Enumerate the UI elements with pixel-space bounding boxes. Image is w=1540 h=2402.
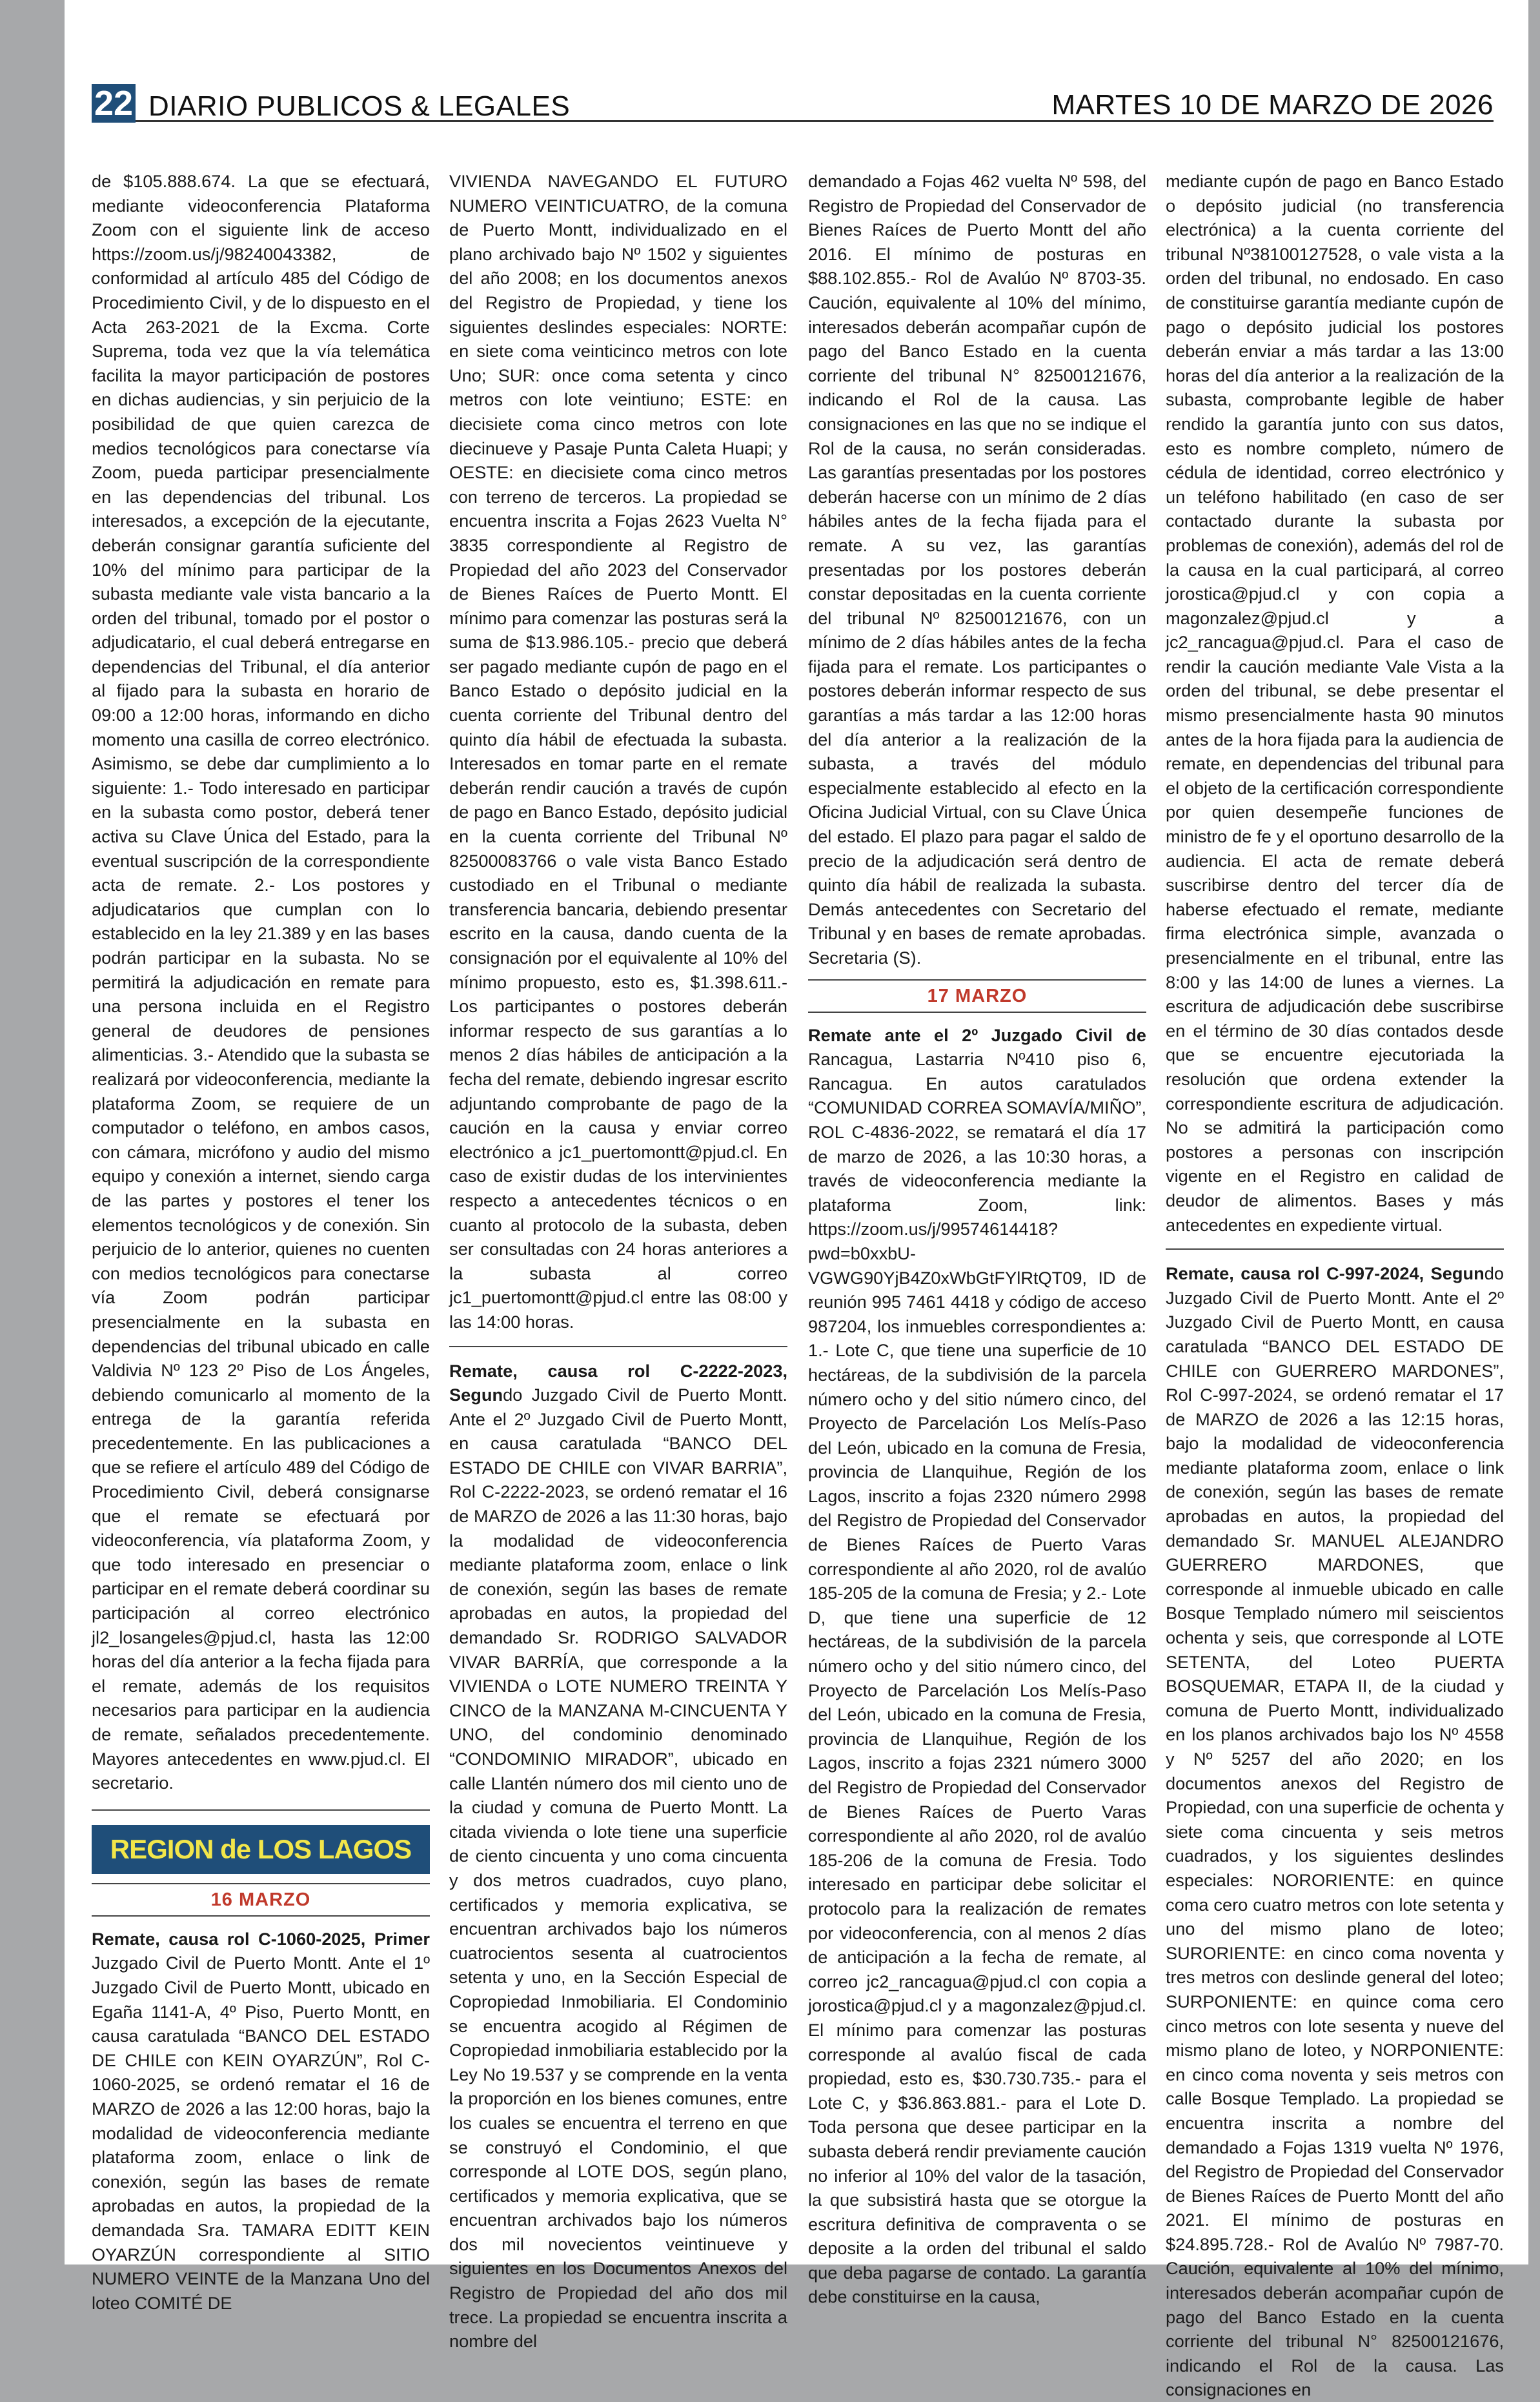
date-heading [92, 1883, 430, 1917]
notice-text: mediante cupón de pago en Banco Estado o depósito judicial (no transferencia electrónica) a la cuenta corriente del tribunal Nº38100127528, o vale vista a la orden del tribunal, no endosado. En caso de constituirse garantía mediante cupón de pago o depósito judicial los postores deberán enviar a más tardar a las 13:00 horas del día anterior a la realización de la subasta, comprobante legible de haber rendido la garantía junto con sus datos, esto es nombre completo, número de cédula de identidad, correo electrónico y un teléfono habilitado (en caso de ser contactado durante la subasta por problemas de conexión), además del rol de la causa en la cual participará, al correo jorostica@pjud.cl y con copia a magonzalez@pjud.cl y a jc2_rancagua@pjud.cl. Para el caso de rendir la caución mediante Vale Vista a la orden del tribunal, se debe presentar el mismo presencialmente hasta 90 minutos antes de la hora fijada para la audiencia de remate, en dependencias del tribunal para el objeto de la certificación correspondiente por quien desempeñe funciones de ministro de fe y el oportuno desarrollo de la audiencia. El acta de remate deberá suscribirse dentro del tercer día de haberse efectuado el remate, mediante firma electrónica simple, avanzada o presencialmente en el tribunal, entre las 8:00 y las 14:00 de lunes a viernes. La escritura de adjudicación debe suscribirse en el término de 30 días contados desde que se encuentre ejecutoriada la resolución que ordena extender la correspondiente escritura de adjudicación. No se admitirá la participación como postores a personas con inscripción vigente en el Registro en calidad de deudor de alimentos. Bases y más antecedentes en expediente virtual. [1166, 171, 1504, 1235]
divider [1166, 1248, 1504, 1250]
notice-heading: Remate ante el 2º Juzgado Civil de [808, 1024, 1146, 1045]
notice-text [92, 1927, 430, 2315]
notice-body: Juzgado Civil de Puerto Montt. Ante el 1º Juzgado Civil de Puerto Montt, ubicado en Egaña 1141-A, 4º Piso, Puerto Montt, en causa caratulada “BANCO DEL ESTADO DE CHILE con KEIN OYARZÚN”, Rol C-1060-2025, se ordenó rematar el 16 de MARZO de 2026 a las 12:00 horas, bajo la modalidad de videoconferencia mediante plataforma zoom, enlace o link de conexión, según las bases de remate aprobadas en autos, la propiedad de la demandada Sra. TAMARA EDITT KEIN OYARZÚN correspondiente al SITIO NUMERO VEINTE de la Manzana Uno del loteo COMITÉ DE [92, 1953, 430, 2313]
date-heading [808, 979, 1146, 1013]
column-1 [92, 169, 430, 2313]
column-4 [1166, 169, 1504, 2400]
column-2 [449, 169, 787, 2352]
publication-date: MARTES 10 DE MARZO DE 2026 [1051, 89, 1494, 121]
date-heading-text: 16 MARZO [210, 1889, 311, 1910]
column-3 [808, 169, 1146, 2307]
notice-heading: Remate, causa rol C-997-2024, Segun [1166, 1263, 1484, 1284]
region-banner: REGION de LOS LAGOS [92, 1825, 430, 1874]
notice-text [1166, 1261, 1504, 2402]
divider [92, 1809, 430, 1811]
page-header [92, 81, 1494, 122]
notice-text: VIVIENDA NAVEGANDO EL FUTURO NUMERO VEINTICUATRO, de la comuna de Puerto Montt, individualizado en el plano archivado bajo Nº 1502 y siguientes del año 2008; en los documentos anexos del Registro de Propiedad, y tiene los siguientes deslindes especiales: NORTE: en siete coma veinticinco metros con lote Uno; SUR: once coma setenta y cinco metros con lote veintiuno; ESTE: en diecisiete coma cinco metros con lote diecinueve y Pasaje Punta Caleta Huapi; y OESTE: en diecisiete coma cinco metros con terreno de terceros. La propiedad se encuentra inscrita a Fojas 2623 Vuelta N° 3835 correspondiente al Registro de Propiedad del año 2023 del Conservador de Bienes Raíces de Puerto Montt. El mínimo para comenzar las posturas será la suma de $13.986.105.- precio que deberá ser pagado mediante cupón de pago en el Banco Estado o depósito judicial en la cuenta corriente del Tribunal dentro del quinto día hábil de efectuada la subasta. Interesados en tomar parte en el remate deberán rendir caución a través de cupón de pago en Banco Estado, depósito judicial en la cuenta corriente del Tribunal Nº 82500083766 o vale vista Banco Estado custodiado en el Tribunal o mediante transferencia bancaria, debiendo presentar escrito en la causa, dando cuenta de la consignación por el equivalente al 10% del mínimo propuesto, esto es, $1.398.611.- Los participantes o postores deberán informar respecto de sus garantías a lo menos 2 días hábiles de anticipación a la fecha del remate, debiendo ingresar escrito adjuntando comprobante de pago de la caución en la causa y enviar correo electrónico a jc1_puertomontt@pjud.cl. En caso de existir dudas de los intervinientes respecto a antecedentes técnicos o en cuanto al protocolo de la subasta, deben ser consultadas con 24 horas anteriores a la subasta al correo jc1_puertomontt@pjud.cl entre las 08:00 y las 14:00 horas. [449, 171, 787, 1332]
notice-text [449, 1359, 787, 2354]
date-heading-text: 17 MARZO [927, 985, 1028, 1006]
publication-title: DIARIO PUBLICOS & LEGALES [148, 90, 571, 122]
notice-heading: Remate, causa rol C-2222-2023, Segun [449, 1360, 787, 1405]
notice-text [808, 1023, 1146, 2309]
notice-text: de $105.888.674. La que se efectuará, mediante videoconferencia Plataforma Zoom con el siguiente link de acceso https://zoom.us/j/98240043382, de conformidad al artículo 485 del Código de Procedimiento Civil, y de lo dispuesto en el Acta 263-2021 de la Excma. Corte Suprema, toda vez que la vía telemática facilita la mayor participación de postores en dichas audiencias, y sin perjuicio de la posibilidad de que quien carezca de medios tecnológicos para conectarse vía Zoom, pueda participar presencialmente en las dependencias del tribunal. Los interesados, a excepción de la ejecutante, deberán consignar garantía suficiente del 10% del mínimo para participar de la subasta mediante vale vista bancario a la orden del tribunal, tomado por el postor o adjudicatario, el cual deberá entregarse en dependencias del Tribunal, el día anterior al fijado para la subasta en horario de 09:00 a 12:00 horas, informando en dicho momento una casilla de correo electrónico. Asimismo, se debe dar cumplimiento a lo siguiente: 1.- Todo interesado en participar en la subasta como postor, deberá tener activa su Clave Única del Estado, para la eventual suscripción de la correspondiente acta de remate. 2.- Los postores y adjudicatarios que cumplan con lo establecido en la ley 21.389 y en las bases podrán participar en la subasta. No se permitirá la adjudicación en remate para una persona incluida en el Registro general de deudores de pensiones alimenticias. 3.- Atendido que la subasta se realizará por videoconferencia, mediante la plataforma Zoom, se requiere de un computador o teléfono, en ambos casos, con cámara, micrófono y audio del mismo equipo y conexión a internet, siendo carga de las partes y postores el tener los elementos tecnológicos y de conexión. Sin perjuicio de lo anterior, quienes no cuenten con medios tecnológicos para conectarse vía Zoom podrán participar presencialmente en la subasta en dependencias del tribunal ubicado en calle Valdivia Nº 123 2º Piso de Los Ángeles, debiendo comunicarlo al momento de la entrega de la garantía referida precedentemente. En las publicaciones a que se refiere el artículo 489 del Código de Procedimiento Civil, deberá consignarse que el remate se efectuará por videoconferencia, vía plataforma Zoom, y que todo interesado en presenciar o participar en el remate deberá coordinar su participación al correo electrónico jl2_losangeles@pjud.cl, hasta las 12:00 horas del día anterior a la fecha fijada para el remate, además de los requisitos necesarios para participar en la audiencia de remate, señalados precedentemente. Mayores antecedentes en www.pjud.cl. El secretario. [92, 171, 430, 1793]
notice-heading: Remate, causa rol C-1060-2025, Primer [92, 1928, 430, 1949]
divider [449, 1346, 787, 1347]
notice-body: do Juzgado Civil de Puerto Montt. Ante el 2º Juzgado Civil de Puerto Montt, en causa caratulada “BANCO DEL ESTADO DE CHILE con VIVAR BARRIA”, Rol C-2222-2023, se ordenó rematar el 16 de MARZO de 2026 a las 11:30 horas, bajo la modalidad de videoconferencia mediante plataforma zoom, enlace o link de conexión, según las bases de remate aprobadas en autos, la propiedad del demandado Sr. RODRIGO SALVADOR VIVAR BARRÍA, que corresponde a la VIVIENDA o LOTE NUMERO TREINTA Y CINCO de la MANZANA M-CINCUENTA Y UNO, del condominio denominado “CONDOMINIO MIRADOR”, ubicado en calle Llantén número dos mil ciento uno de la ciudad y comuna de Puerto Montt. La citada vivienda o lote tiene una superficie de ciento cincuenta y uno coma cincuenta y dos metros cuadrados, cuyo plano, certificados y memoria explicativa, se encuentran archivados bajo los números cuatrocientos sesenta al cuatrocientos setenta y uno, en la Sección Especial de Copropiedad Inmobiliaria. El Condominio se encuentra acogido al Régimen de Copropiedad inmobiliaria establecido por la Ley No 19.537 y se comprende en la venta la proporción en los bienes comunes, entre los cuales se encuentra el terreno en que se construyó el Condominio, el que corresponde al LOTE DOS, según plano, certificados y memoria explicativa, que se encuentran archivados bajo los números dos mil novecientos veintinueve y siguientes en los Documentos Anexos del Registro de Propiedad del año dos mil trece. La propiedad se encuentra inscrita a nombre del [449, 1385, 787, 2352]
notice-body: Rancagua, Lastarria Nº410 piso 6, Rancagua. En autos caratulados “COMUNIDAD CORREA SOMAVÍA/MIÑO”, ROL C-4836-2022, se rematará el día 17 de marzo de 2026, a las 10:30 horas, a través de videoconferencia mediante la plataforma Zoom, link: https://zoom.us/j/99574614418?pwd=b0xxbU-VGWG90YjB4Z0xWbGtFYlRtQT09, ID de reunión 995 7461 4418 y código de acceso 987204, los inmuebles correspondientes a: 1.- Lote C, que tiene una superficie de 10 hectáreas, de la subdivisión de la parcela número ocho y del sitio número cinco, del Proyecto de Parcelación Los Melís-Paso del León, ubicado en la comuna de Fresia, provincia de Llanquihue, Región de los Lagos, inscrito a fojas 2320 número 2998 del Registro de Propiedad del Conservador de Bienes Raíces de Puerto Varas correspondiente al año 2020, rol de avalúo 185-205 de la comuna de Fresia; y 2.- Lote D, que tiene una superficie de 12 hectáreas, de la subdivisión de la parcela número ocho y del sitio número cinco, del Proyecto de Parcelación Los Melís-Paso del León, ubicado en la comuna de Fresia, provincia de Llanquihue, Región de los Lagos, inscrito a fojas 2321 número 3000 del Registro de Propiedad del Conservador de Bienes Raíces de Puerto Varas correspondiente al año 2020, rol de avalúo 185-206 de la comuna de Fresia. Todo interesado en participar debe solicitar el protocolo para la realización de remates por videoconferencia, con al menos 2 días de anticipación a la fecha de remate, al correo jc2_rancagua@pjud.cl con copia a jorostica@pjud.cl y a magonzalez@pjud.cl. El mínimo para comenzar las posturas corresponde al avalúo fiscal de cada propiedad, esto es, $30.730.735.- para el Lote C, y $36.863.881.- para el Lote D. Toda persona que desee participar en la subasta deberá rendir previamente caución no inferior al 10% del valor de la tasación, la que subsistirá hasta que se otorgue la escritura definitiva de compraventa o se deposite a la orden del tribunal el saldo que deba pagarse de contado. La garantía debe constituirse en la causa, [808, 1049, 1146, 2307]
page-number: 22 [92, 84, 136, 123]
notice-body: do Juzgado Civil de Puerto Montt. Ante el 2º Juzgado Civil de Puerto Montt, en causa caratulada “BANCO DEL ESTADO DE CHILE con GUERRERO MARDONES”, Rol C-997-2024, se ordenó rematar el 17 de MARZO de 2026 a las 12:15 horas, bajo la modalidad de videoconferencia mediante plataforma zoom, enlace o link de conexión, según las bases de remate aprobadas en autos, la propiedad del demandado Sr. MANUEL ALEJANDRO GUERRERO MARDONES, que corresponde al inmueble ubicado en calle Bosque Templado número mil seiscientos ochenta y seis, que corresponde al LOTE SETENTA, del Loteo PUERTA BOSQUEMAR, ETAPA II, de la ciudad y comuna de Puerto Montt, individualizado en los planos archivados bajo los Nº 4558 y Nº 5257 del año 2020; en los documentos anexos del Registro de Propiedad, con una superficie de ochenta y siete coma cincuenta y seis metros cuadrados, y los siguientes deslindes especiales: NORORIENTE: en quince coma cero cuatro metros con lote setenta y uno del mismo plano de loteo; SURORIENTE: en cinco coma noventa y tres metros con deslinde general del loteo; SURPONIENTE: en quince coma cero cinco metros con lote sesenta y nueve del mismo plano de loteo, y NORPONIENTE: en cinco coma noventa y seis metros con calle Bosque Templado. La propiedad se encuentra inscrita a nombre del demandado a Fojas 1319 vuelta Nº 1976, del Registro de Propiedad del Conservador de Bienes Raíces de Puerto Montt del año 2021. El mínimo de posturas en $24.895.728.- Rol de Avalúo Nº 7987-70. Caución, equivalente al 10% del mínimo, interesados deberán acompañar cupón de pago del Banco Estado en la cuenta corriente del tribunal N° 82500121676, indicando el Rol de la causa. Las consignaciones en [1166, 1263, 1504, 2400]
notice-text: demandado a Fojas 462 vuelta Nº 598, del Registro de Propiedad del Conservador de Bienes Raíces de Puerto Montt del año 2016. El mínimo de posturas en $88.102.855.- Rol de Avalúo Nº 8703-35. Caución, equivalente al 10% del mínimo, interesados deberán acompañar cupón de pago del Banco Estado en la cuenta corriente del tribunal N° 82500121676, indicando el Rol de la causa. Las consignaciones en las que no se indique el Rol de la causa, no serán consideradas. Las garantías presentadas por los postores deberán hacerse con un mínimo de 2 días hábiles antes de la fecha fijada para el remate. A su vez, las garantías presentadas por los postores deberán constar depositadas en la cuenta corriente del tribunal Nº 82500121676, con un mínimo de 2 días hábiles antes de la fecha fijada para el remate. Los participantes o postores deberán informar respecto de sus garantías a más tardar a las 12:00 horas del día anterior a la realización de la subasta, a través del módulo especialmente establecido al efecto en la Oficina Judicial Virtual, con su Clave Única del estado. El plazo para pagar el saldo de precio de la adjudicación será dentro de quinto día hábil de realizada la subasta. Demás antecedentes con Secretario del Tribunal y en bases de remate aprobadas. Secretaria (S). [808, 171, 1146, 968]
